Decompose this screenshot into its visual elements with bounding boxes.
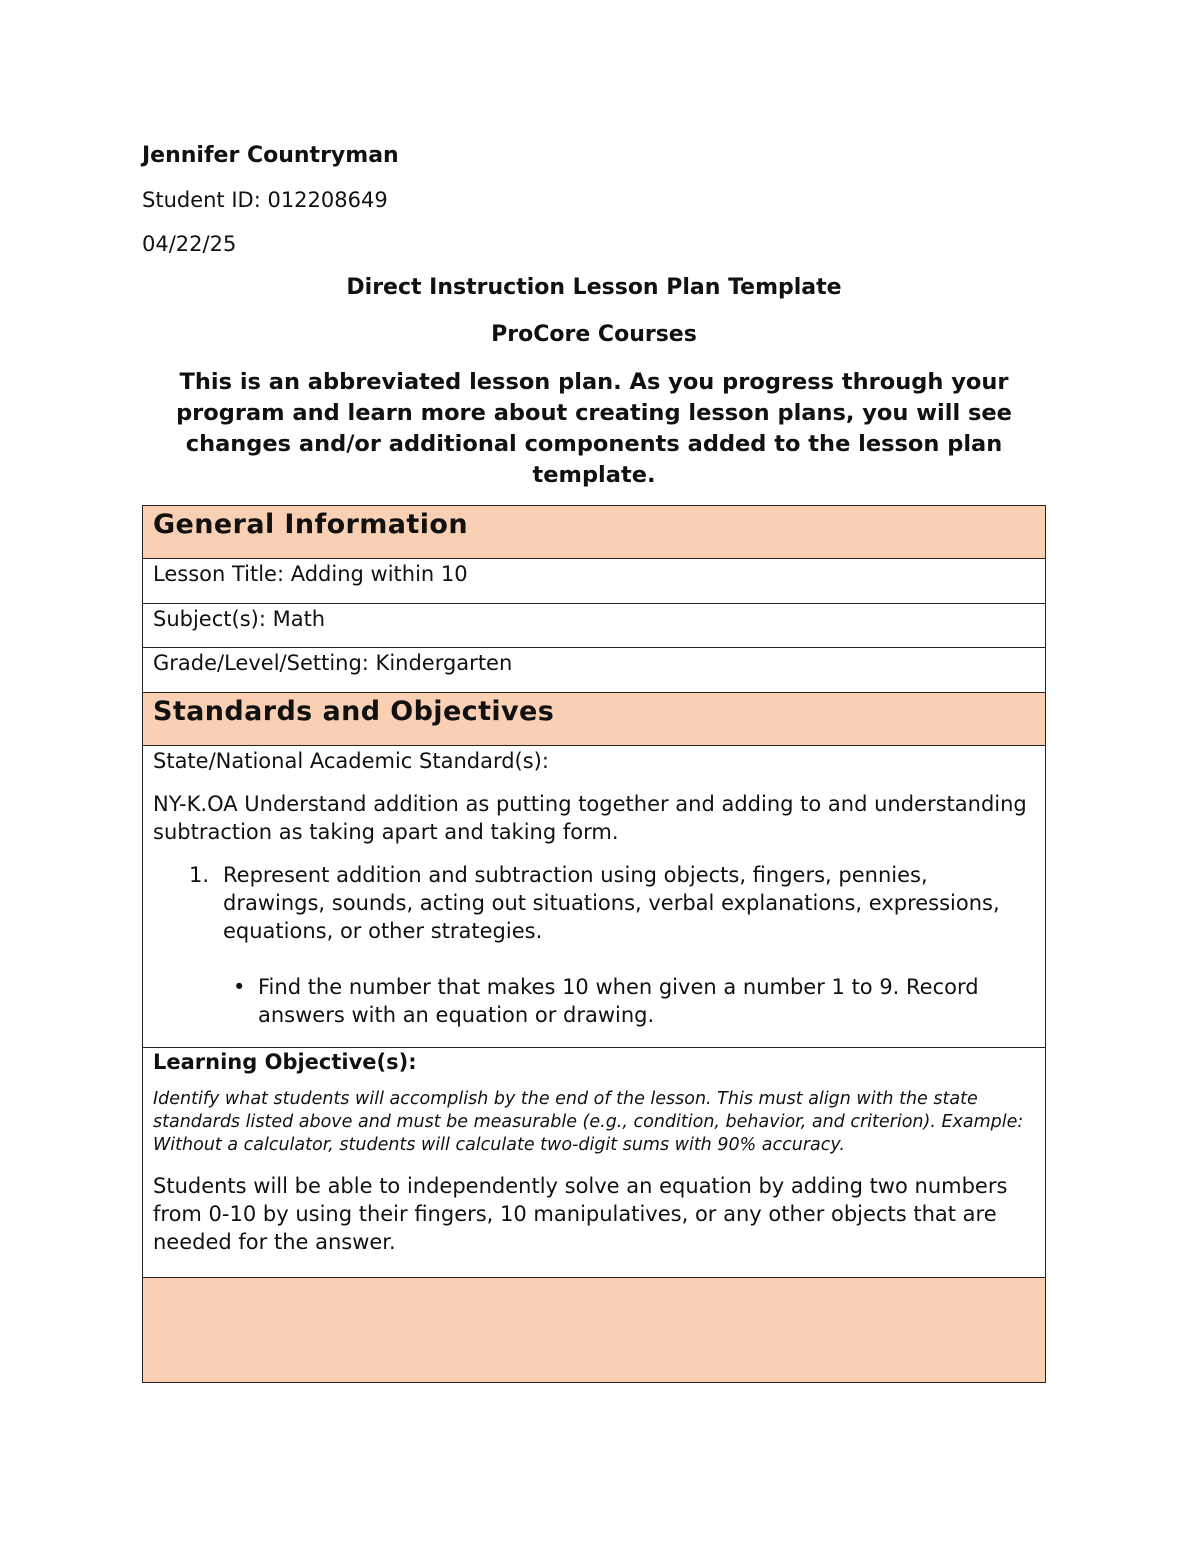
intro-paragraph: This is an abbreviated lesson plan. As you progress through your program and learn more about creating lesson plans, you will see changes and/or additional components added to the lesson plan template. — [176, 369, 1012, 488]
document-date: 04/22/25 — [142, 232, 237, 256]
list-number: 1. — [189, 863, 210, 887]
standard-text: NY-K.OA Understand addition as putting together and adding to and understanding subtraction as taking apart and taking form. — [153, 792, 1027, 844]
section-header-general-information: General Information — [143, 506, 1045, 559]
learning-objectives-hint: Identify what students will accomplish by the end of the lesson. This must align with the state standards listed above and must be measurable (e.g., condition, behavior, and criterion). Example: Without a calculator, students will calculate two-digit sums with 90% accuracy. — [153, 1089, 1024, 1155]
learning-objectives-cell — [143, 1048, 1045, 1278]
student-id: Student ID: 012208649 — [142, 188, 388, 212]
grade-level-setting-row: Grade/Level/Setting: Kindergarten — [143, 648, 1045, 693]
author-name: Jennifer Countryman — [142, 143, 399, 168]
standards-label: State/National Academic Standard(s): — [153, 749, 549, 773]
document-subtitle: ProCore Courses — [491, 322, 697, 347]
bullet-icon: • — [233, 975, 246, 999]
section-header-standards-objectives: Standards and Objectives — [143, 693, 1045, 746]
lesson-plan-table — [142, 505, 1046, 1383]
learning-objectives-text: Students will be able to independently solve an equation by adding two numbers from 0-10 by using their fingers, 10 manipulatives, or any other objects that are needed for the answer. — [153, 1174, 1008, 1254]
document-title: Direct Instruction Lesson Plan Template — [346, 275, 842, 300]
bullet-list-item — [153, 973, 1035, 1029]
bullet-item-text: Find the number that makes 10 when given a number 1 to 9. Record answers with an equation or drawing. — [258, 975, 979, 1027]
list-item-text: Represent addition and subtraction using objects, fingers, pennies, drawings, sounds, acting out situations, verbal explanations, expressions, equations, or other strategies. — [223, 863, 1000, 943]
learning-objectives-label: Learning Objective(s): — [153, 1050, 417, 1074]
standards-cell — [143, 746, 1045, 1048]
numbered-list-item — [153, 861, 1035, 945]
empty-section-header — [143, 1278, 1045, 1382]
subjects-row: Subject(s): Math — [143, 604, 1045, 648]
lesson-title-row: Lesson Title: Adding within 10 — [143, 559, 1045, 604]
